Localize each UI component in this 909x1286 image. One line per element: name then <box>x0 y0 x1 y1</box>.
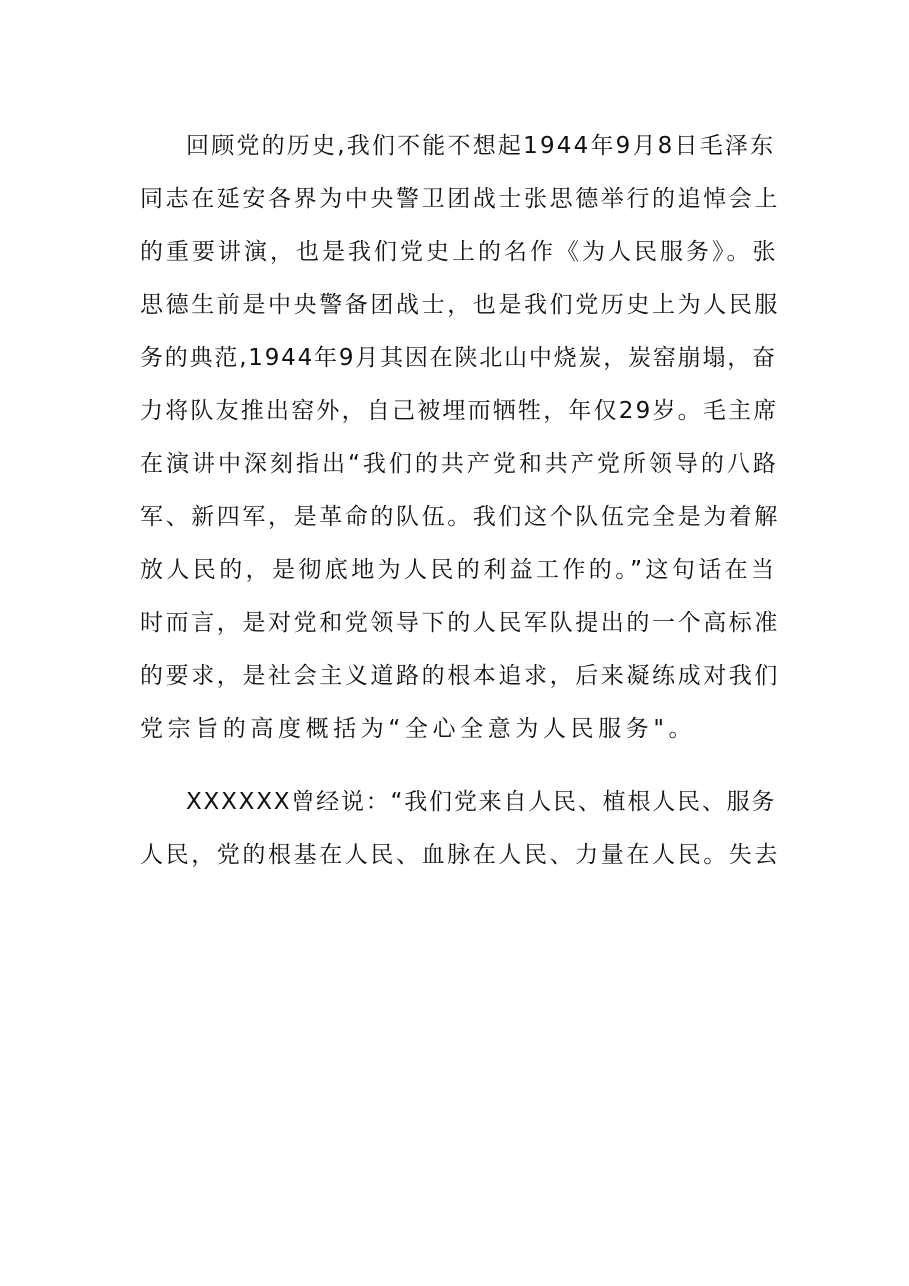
paragraph-history-zhang-side <box>140 120 780 756</box>
text-line: 回顾党的历史,我们不能不想起1944年9月8日毛泽东 <box>186 133 776 159</box>
text-line: XXXXXX曾经说：“我们党来自人民、植根人民、服务 <box>186 789 777 815</box>
document-body <box>140 120 780 882</box>
text-line: 的重要讲演，也是我们党史上的名作《为人民服务》。张 <box>140 239 779 265</box>
text-line: 党宗旨的高度概括为“全心全意为人民服务"。 <box>140 716 697 742</box>
text-line: 思德生前是中央警备团战士，也是我们党历史上为人民服 <box>140 292 780 318</box>
text-line: 军、新四军，是革命的队伍。我们这个队伍完全是为着解 <box>140 504 780 530</box>
text-line: 同志在延安各界为中央警卫团战士张思德举行的追悼会上 <box>140 186 780 212</box>
text-line: 务的典范,1944年9月其因在陕北山中烧炭，炭窑崩塌，奋 <box>140 345 777 371</box>
text-line: 放人民的，是彻底地为人民的利益工作的。”这句话在当 <box>140 557 778 583</box>
text-line: 力将队友推出窑外，自己被埋而牺牲，年仅29岁。毛主席 <box>140 398 779 424</box>
paragraph-quote <box>140 776 780 882</box>
text-line: 时而言，是对党和党领导下的人民军队提出的一个高标准 <box>140 610 780 636</box>
text-line: 人民，党的根基在人民、血脉在人民、力量在人民。失去 <box>140 842 780 868</box>
text-line: 的要求，是社会主义道路的根本追求，后来凝练成对我们 <box>140 663 780 689</box>
text-line: 在演讲中深刻指出“我们的共产党和共产党所领导的八路 <box>140 451 779 477</box>
paragraph-spacer <box>140 756 780 776</box>
